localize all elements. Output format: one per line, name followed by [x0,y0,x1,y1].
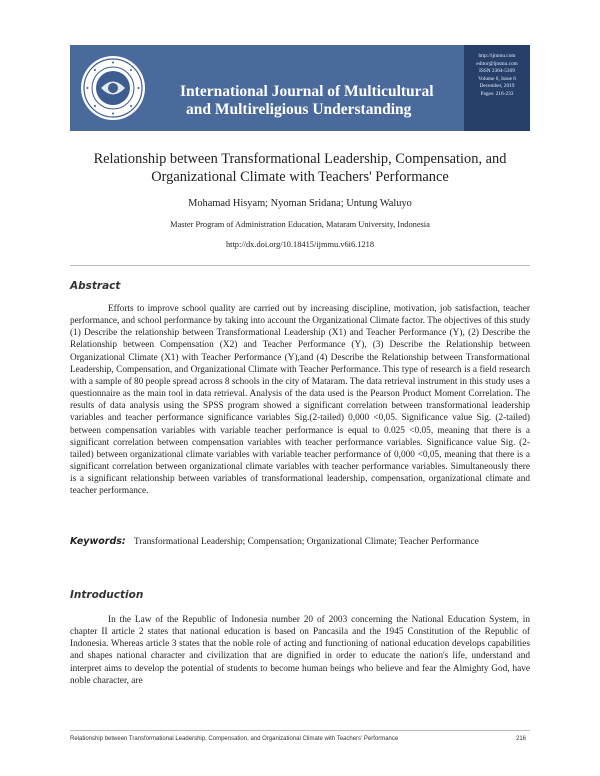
journal-banner [70,45,530,131]
abstract-heading: Abstract [70,280,121,292]
footer-running-title: Relationship between Transformational Leadership, Compensation, and Organizational Climate with Teachers' Performance [70,736,399,742]
abstract-text: Efforts to improve school quality are carried out by increasing discipline, motivation, job satisfaction, teacher performance, and school performance by taking into account the Organizational Climate factor. The objectives of this study (1) Describe the relationship between Transformational Leadership (X1) and Teacher Performance (Y), (2) Describe the Relationship between Compensation (X2) and Teacher Performance (Y), (3) Describe the Relationship between Organizational Climate (X1) with Teacher Performance (Y),and (4) Describe the Relationship between Transformational Leadership, Compensation, and Organizational Climate with Teacher Performance. This type of research is a field research with a sample of 80 people spread across 8 schools in the city of Mataram. The data retrieval instrument in this study uses a questionnaire as the main tool in data retrieval. Analysis of the data used is the Pearson Product Moment Correlation. The results of data analysis using the SPSS program showed a significant correlation between transformational leadership variables and teacher performance significance variables Sig.(2-tailed) 0,000 <0,05. Significance value Sig. (2-tailed) between compensation variables with variable teacher performance is equal to 0.025 <0.05, meaning that there is a significant correlation between compensation variables with teacher performance variables. Significance value Sig. (2-tailed) between organizational climate variables with variable teacher performance of 0,000 <0,05, meaning that there is a significant correlation between organizational climate variables with teacher performance variables. Simultaneously there is a significant relationship between variables of transformational leadership, compensation, organizational climate and teacher performance. [70,304,530,497]
journal-title: International Journal of Multicultural and Multireligious Understanding [180,83,434,118]
keywords-text: Transformational Leadership; Compensation; Organizational Climate; Teacher Performance [133,537,479,547]
page-footer [70,736,530,742]
journal-issn: ISSN 2364-5369 [479,68,515,75]
journal-volume: Volume 6, Issue 6 [478,75,516,82]
journal-email[interactable]: editor@ijmmu.com [476,60,518,67]
keywords-label: Keywords: [70,536,126,547]
footer-divider [70,730,530,731]
journal-meta [464,45,530,131]
article-title: Relationship between Transformational Leadership, Compensation, and Organizational Climate with Teachers' Performance [93,151,507,185]
journal-pages: Pages: 216-233 [480,90,514,97]
journal-date: December, 2019 [479,83,515,90]
introduction-text: In the Law of the Republic of Indonesia number 20 of 2003 concerning the National Education System, in chapter II article 2 states that national education is based on Pancasila and the 1945 Constitution of the Republic of Indonesia. Whereas article 3 states that the noble role of acting and functioning of national education develops capabilities and shapes national character and civilization that are dignified in order to educate the nation's life, understand and interpret aims to develop the potential of students to become human beings who believe and fear the Almighty God, have noble character, are [70,615,530,686]
article-affiliation: Master Program of Administration Education, Mataram University, Indonesia [170,220,430,229]
footer-page-number: 216 [515,736,526,742]
journal-url[interactable]: http://ijmmu.com [478,53,516,59]
divider [70,265,530,266]
keywords [70,536,540,547]
article-doi-link[interactable]: http://dx.doi.org/10.18415/ijmmu.v6i6.1218 [225,240,375,249]
journal-seal-icon [80,55,146,121]
article-authors: Mohamad Hisyam; Nyoman Sridana; Untung Waluyo [188,198,412,209]
introduction-heading: Introduction [70,589,144,601]
